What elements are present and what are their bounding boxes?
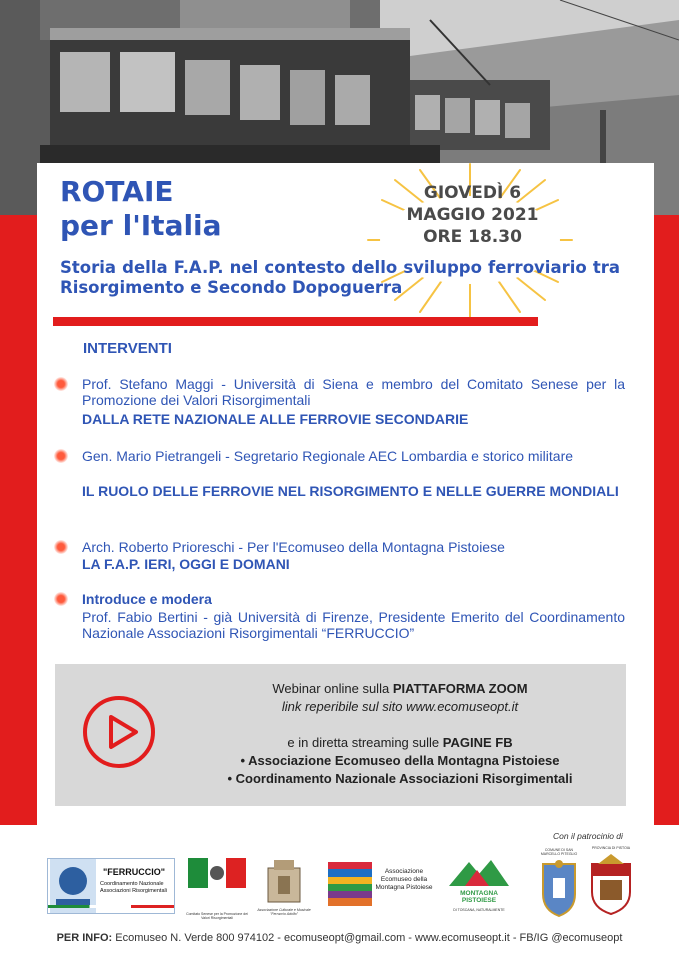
- comitato-logo: [186, 858, 248, 920]
- bullet-dot-icon: [54, 377, 68, 391]
- montagna-pistoiese-logo: [445, 856, 513, 918]
- ferruccio-subtitle: Coordinamento Nazionale Associazioni Risorgimentali: [100, 881, 167, 894]
- provincia-crest-icon: [586, 854, 636, 916]
- webinar-line-5: • Coordinamento Nazionale Associazioni Risorgimentali: [227, 771, 573, 786]
- bullet-dot-icon: [54, 540, 68, 554]
- play-icon: [80, 693, 158, 771]
- event-month-year: MAGGIO 2021: [406, 205, 539, 225]
- mountain-icon: [445, 856, 513, 890]
- title-line-1: ROTAIE: [60, 175, 174, 208]
- speaker-1: Prof. Stefano Maggi - Università di Siena e membro del Comitato Senese per la Promozione dei Valori Risorgimentali: [82, 376, 625, 408]
- event-day: GIOVEDÌ 6: [423, 183, 522, 203]
- webinar-line-1: Webinar online sulla PIATTAFORMA ZOOM: [272, 681, 528, 696]
- patrocinio-label: Con il patrocinio di: [553, 831, 623, 841]
- ferruccio-title: "FERRUCCIO": [103, 867, 166, 877]
- subtitle: Storia della F.A.P. nel contesto dello sviluppo ferroviario tra Risorgimento e Secondo Dopoguerra: [60, 258, 620, 297]
- comitato-caption: Comitato Senese per la Promozione dei Valori Risorgimentali: [186, 912, 248, 920]
- montagna-subtitle: DI TOSCANA, NATURALMENTE: [453, 908, 505, 912]
- monument-icon: [264, 858, 304, 906]
- comune-crest-icon: [535, 860, 583, 918]
- moderator: Prof. Fabio Bertini - già Università di Firenze, Presidente Emerito del Coordinamento Nazionale Associazioni Risorgimentali “FERRUCCIO”: [82, 609, 625, 641]
- interventi-heading: INTERVENTI: [83, 340, 172, 357]
- italian-flag-icon: [188, 858, 246, 888]
- ecomuseo-caption: Associazione Ecomuseo della Montagna Pistoiese: [375, 868, 433, 891]
- ecomuseo-stripes-icon: [328, 862, 372, 906]
- right-red-band: [652, 215, 679, 825]
- bullet-dot-icon: [54, 592, 68, 606]
- ferruccio-logo: [47, 858, 175, 914]
- event-time: ORE 18.30: [423, 227, 522, 247]
- provincia-caption: PROVINCIA DI PISTOIA: [591, 846, 631, 850]
- webinar-line-4: • Associazione Ecomuseo della Montagna Pistoiese: [240, 753, 560, 768]
- speaker-3: Arch. Roberto Prioreschi - Per l'Ecomuseo della Montagna Pistoiese: [82, 539, 505, 555]
- footer-info: PER INFO: Ecomuseo N. Verde 800 974102 - ecomuseopt@gmail.com - www.ecomuseopt.it - FB/IG @ecomuseopt: [56, 932, 623, 944]
- comune-logo: [535, 848, 583, 920]
- red-divider: [53, 317, 538, 326]
- montagna-title: MONTAGNA PISTOIESE: [460, 890, 498, 904]
- bullet-dot-icon: [54, 449, 68, 463]
- footer-text: Ecomuseo N. Verde 800 974102 - ecomuseopt@gmail.com - www.ecomuseopt.it - FB/IG @ecomuseopt: [115, 932, 623, 944]
- speaker-2: Gen. Mario Pietrangeli - Segretario Regionale AEC Lombardia e storico militare: [82, 448, 574, 464]
- moderator-heading: Introduce e modera: [82, 591, 212, 607]
- webinar-line-2: link reperibile sul sito www.ecomuseopt.it: [281, 699, 519, 714]
- talk-1: DALLA RETE NAZIONALE ALLE FERROVIE SECONDARIE: [82, 411, 469, 427]
- title-line-2: per l'Italia: [60, 209, 222, 242]
- provincia-logo: [586, 846, 636, 920]
- talk-2: IL RUOLO DELLE FERROVIE NEL RISORGIMENTO E NELLE GUERRE MONDIALI: [82, 483, 619, 499]
- talk-3: LA F.A.P. IERI, OGGI E DOMANI: [82, 556, 290, 572]
- associazione-culturale-caption: Associazione Culturale e Musicale "Ferruccio Adolfo": [257, 908, 311, 916]
- comune-caption: COMUNE DI SAN MARCELLO PITEGLIO: [540, 848, 578, 856]
- webinar-line-3: e in diretta streaming sulle PAGINE FB: [287, 735, 513, 750]
- associazione-culturale-logo: [258, 858, 310, 916]
